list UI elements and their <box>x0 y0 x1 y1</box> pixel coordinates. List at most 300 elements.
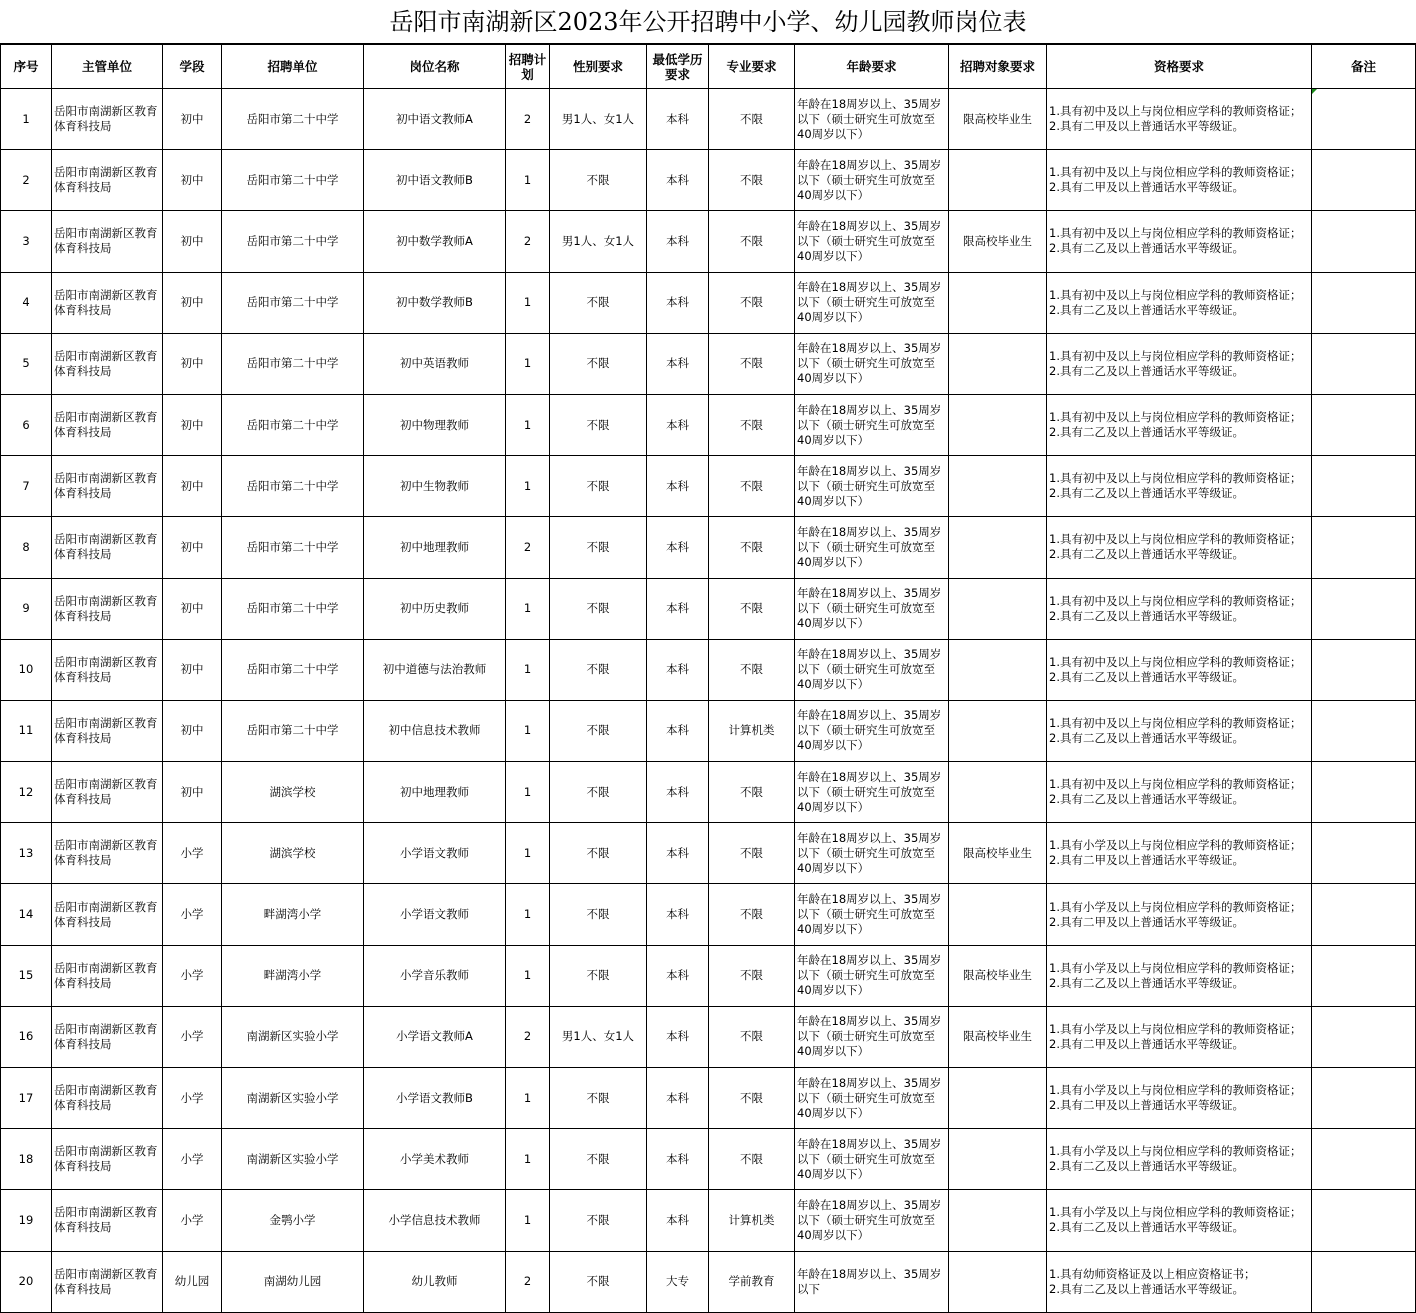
cell-major: 学前教育 <box>709 1251 795 1312</box>
qual-line-1: 1.具有初中及以上与岗位相应学科的教师资格证； <box>1049 532 1302 547</box>
cell-plan: 1 <box>506 1068 550 1129</box>
header-dept: 主管单位 <box>52 45 163 89</box>
cell-stage: 初中 <box>163 89 222 150</box>
cell-target: 限高校毕业生 <box>949 89 1047 150</box>
cell-target <box>949 1190 1047 1251</box>
cell-stage: 幼儿园 <box>163 1251 222 1312</box>
cell-post: 初中道德与法治教师 <box>364 639 506 700</box>
cell-plan: 1 <box>506 700 550 761</box>
qual-line-2: 2.具有二乙及以上普通话水平等级证。 <box>1049 1220 1244 1235</box>
qual-line-2: 2.具有二乙及以上普通话水平等级证。 <box>1049 547 1244 562</box>
cell-no: 20 <box>1 1251 52 1312</box>
cell-plan: 1 <box>506 456 550 517</box>
cell-note <box>1312 517 1416 578</box>
table-row <box>1 945 1416 1006</box>
cell-qual <box>1047 823 1312 884</box>
table-row <box>1 1006 1416 1067</box>
cell-qual <box>1047 578 1312 639</box>
cell-stage: 初中 <box>163 150 222 211</box>
cell-plan: 2 <box>506 211 550 272</box>
cell-age: 年龄在18周岁以上、35周岁以下（硕士研究生可放宽至40周岁以下） <box>795 517 949 578</box>
cell-post: 初中物理教师 <box>364 394 506 455</box>
cell-note <box>1312 1006 1416 1067</box>
cell-edu: 本科 <box>647 700 709 761</box>
cell-no: 13 <box>1 823 52 884</box>
cell-plan: 2 <box>506 1006 550 1067</box>
cell-note <box>1312 211 1416 272</box>
header-note: 备注 <box>1312 45 1416 89</box>
cell-target <box>949 517 1047 578</box>
cell-stage: 小学 <box>163 1129 222 1190</box>
cell-note <box>1312 884 1416 945</box>
cell-gender: 不限 <box>550 884 647 945</box>
cell-dept: 岳阳市南湖新区教育体育科技局 <box>52 1006 163 1067</box>
cell-major: 不限 <box>709 945 795 1006</box>
cell-target <box>949 272 1047 333</box>
qual-line-2: 2.具有二乙及以上普通话水平等级证。 <box>1049 241 1244 256</box>
cell-age: 年龄在18周岁以上、35周岁以下 <box>795 1251 949 1312</box>
cell-unit: 南湖新区实验小学 <box>222 1006 364 1067</box>
cell-post: 初中信息技术教师 <box>364 700 506 761</box>
cell-edu: 本科 <box>647 333 709 394</box>
page-title: 岳阳市南湖新区2023年公开招聘中小学、幼儿园教师岗位表 <box>0 0 1416 44</box>
qual-line-2: 2.具有二甲及以上普通话水平等级证。 <box>1049 914 1244 929</box>
cell-dept: 岳阳市南湖新区教育体育科技局 <box>52 945 163 1006</box>
cell-edu: 本科 <box>647 89 709 150</box>
cell-age: 年龄在18周岁以上、35周岁以下（硕士研究生可放宽至40周岁以下） <box>795 945 949 1006</box>
cell-gender: 男1人、女1人 <box>550 211 647 272</box>
cell-note <box>1312 1129 1416 1190</box>
table-row <box>1 211 1416 272</box>
cell-major: 不限 <box>709 89 795 150</box>
cell-target <box>949 639 1047 700</box>
table-row <box>1 1251 1416 1312</box>
cell-note <box>1312 945 1416 1006</box>
cell-post: 幼儿教师 <box>364 1251 506 1312</box>
cell-no: 8 <box>1 517 52 578</box>
cell-dept: 岳阳市南湖新区教育体育科技局 <box>52 700 163 761</box>
cell-no: 17 <box>1 1068 52 1129</box>
table-body <box>1 89 1416 1313</box>
cell-unit: 岳阳市第二十中学 <box>222 211 364 272</box>
cell-unit: 岳阳市第二十中学 <box>222 578 364 639</box>
cell-target: 限高校毕业生 <box>949 211 1047 272</box>
qual-line-2: 2.具有二乙及以上普通话水平等级证。 <box>1049 302 1244 317</box>
cell-unit: 岳阳市第二十中学 <box>222 272 364 333</box>
cell-note <box>1312 456 1416 517</box>
cell-unit: 岳阳市第二十中学 <box>222 639 364 700</box>
cell-note <box>1312 1190 1416 1251</box>
cell-dept: 岳阳市南湖新区教育体育科技局 <box>52 394 163 455</box>
qual-line-1: 1.具有初中及以上与岗位相应学科的教师资格证； <box>1049 226 1302 241</box>
cell-post: 初中数学教师B <box>364 272 506 333</box>
cell-major: 不限 <box>709 578 795 639</box>
header-row <box>1 45 1416 89</box>
cell-dept: 岳阳市南湖新区教育体育科技局 <box>52 1190 163 1251</box>
qual-line-2: 2.具有二甲及以上普通话水平等级证。 <box>1049 853 1244 868</box>
cell-note <box>1312 1251 1416 1312</box>
cell-note <box>1312 700 1416 761</box>
cell-post: 初中地理教师 <box>364 762 506 823</box>
cell-edu: 本科 <box>647 1068 709 1129</box>
cell-qual <box>1047 1129 1312 1190</box>
cell-dept: 岳阳市南湖新区教育体育科技局 <box>52 578 163 639</box>
cell-gender: 不限 <box>550 1129 647 1190</box>
cell-edu: 本科 <box>647 456 709 517</box>
cell-stage: 初中 <box>163 700 222 761</box>
cell-qual <box>1047 150 1312 211</box>
cell-qual <box>1047 394 1312 455</box>
qual-line-1: 1.具有小学及以上与岗位相应学科的教师资格证； <box>1049 838 1302 853</box>
qual-line-1: 1.具有小学及以上与岗位相应学科的教师资格证； <box>1049 1021 1302 1036</box>
cell-target <box>949 700 1047 761</box>
cell-edu: 本科 <box>647 884 709 945</box>
cell-target <box>949 456 1047 517</box>
qual-line-1: 1.具有小学及以上与岗位相应学科的教师资格证； <box>1049 1083 1302 1098</box>
qual-line-2: 2.具有二乙及以上普通话水平等级证。 <box>1049 669 1244 684</box>
cell-dept: 岳阳市南湖新区教育体育科技局 <box>52 823 163 884</box>
header-qual: 资格要求 <box>1047 45 1312 89</box>
cell-post: 初中生物教师 <box>364 456 506 517</box>
table-row <box>1 272 1416 333</box>
cell-plan: 1 <box>506 333 550 394</box>
cell-note <box>1312 1068 1416 1129</box>
cell-stage: 小学 <box>163 945 222 1006</box>
cell-note <box>1312 762 1416 823</box>
cell-no: 9 <box>1 578 52 639</box>
table-row <box>1 456 1416 517</box>
qual-line-2: 2.具有二甲及以上普通话水平等级证。 <box>1049 1036 1244 1051</box>
cell-gender: 不限 <box>550 762 647 823</box>
cell-plan: 1 <box>506 639 550 700</box>
cell-gender: 不限 <box>550 517 647 578</box>
cell-plan: 1 <box>506 884 550 945</box>
cell-gender: 不限 <box>550 1068 647 1129</box>
table-row <box>1 884 1416 945</box>
cell-age: 年龄在18周岁以上、35周岁以下（硕士研究生可放宽至40周岁以下） <box>795 1190 949 1251</box>
cell-stage: 小学 <box>163 1068 222 1129</box>
qual-line-2: 2.具有二乙及以上普通话水平等级证。 <box>1049 363 1244 378</box>
cell-edu: 本科 <box>647 1129 709 1190</box>
cell-note <box>1312 333 1416 394</box>
cell-no: 2 <box>1 150 52 211</box>
cell-age: 年龄在18周岁以上、35周岁以下（硕士研究生可放宽至40周岁以下） <box>795 89 949 150</box>
cell-note <box>1312 823 1416 884</box>
cell-unit: 湖滨学校 <box>222 823 364 884</box>
qual-line-2: 2.具有二甲及以上普通话水平等级证。 <box>1049 1098 1244 1113</box>
cell-edu: 本科 <box>647 272 709 333</box>
cell-target: 限高校毕业生 <box>949 945 1047 1006</box>
qual-line-1: 1.具有初中及以上与岗位相应学科的教师资格证； <box>1049 287 1302 302</box>
cell-unit: 南湖新区实验小学 <box>222 1129 364 1190</box>
cell-gender: 不限 <box>550 700 647 761</box>
header-major: 专业要求 <box>709 45 795 89</box>
table-row <box>1 823 1416 884</box>
cell-dept: 岳阳市南湖新区教育体育科技局 <box>52 1068 163 1129</box>
cell-unit: 岳阳市第二十中学 <box>222 517 364 578</box>
cell-edu: 本科 <box>647 762 709 823</box>
cell-plan: 1 <box>506 823 550 884</box>
cell-edu: 本科 <box>647 1006 709 1067</box>
cell-major: 不限 <box>709 1129 795 1190</box>
cell-major: 计算机类 <box>709 1190 795 1251</box>
header-no: 序号 <box>1 45 52 89</box>
cell-age: 年龄在18周岁以上、35周岁以下（硕士研究生可放宽至40周岁以下） <box>795 1068 949 1129</box>
cell-stage: 小学 <box>163 1190 222 1251</box>
cell-major: 不限 <box>709 150 795 211</box>
cell-gender: 不限 <box>550 394 647 455</box>
cell-post: 小学语文教师A <box>364 1006 506 1067</box>
cell-major: 不限 <box>709 211 795 272</box>
cell-post: 小学语文教师B <box>364 1068 506 1129</box>
table-row <box>1 700 1416 761</box>
qual-line-1: 1.具有小学及以上与岗位相应学科的教师资格证； <box>1049 1144 1302 1159</box>
header-age: 年龄要求 <box>795 45 949 89</box>
cell-no: 1 <box>1 89 52 150</box>
cell-plan: 1 <box>506 150 550 211</box>
cell-stage: 初中 <box>163 762 222 823</box>
cell-no: 14 <box>1 884 52 945</box>
qual-line-1: 1.具有初中及以上与岗位相应学科的教师资格证； <box>1049 593 1302 608</box>
cell-no: 5 <box>1 333 52 394</box>
cell-age: 年龄在18周岁以上、35周岁以下（硕士研究生可放宽至40周岁以下） <box>795 272 949 333</box>
cell-post: 小学音乐教师 <box>364 945 506 1006</box>
cell-unit: 岳阳市第二十中学 <box>222 700 364 761</box>
cell-plan: 1 <box>506 1190 550 1251</box>
cell-dept: 岳阳市南湖新区教育体育科技局 <box>52 456 163 517</box>
table-row <box>1 1068 1416 1129</box>
table-row <box>1 150 1416 211</box>
cell-plan: 1 <box>506 1129 550 1190</box>
cell-target <box>949 333 1047 394</box>
table-row <box>1 394 1416 455</box>
cell-dept: 岳阳市南湖新区教育体育科技局 <box>52 272 163 333</box>
cell-post: 初中语文教师B <box>364 150 506 211</box>
cell-qual <box>1047 639 1312 700</box>
cell-post: 初中英语教师 <box>364 333 506 394</box>
cell-gender: 不限 <box>550 1190 647 1251</box>
cell-gender: 不限 <box>550 150 647 211</box>
cell-gender: 不限 <box>550 823 647 884</box>
cell-gender: 不限 <box>550 333 647 394</box>
cell-gender: 不限 <box>550 578 647 639</box>
cell-major: 不限 <box>709 1006 795 1067</box>
qual-line-1: 1.具有小学及以上与岗位相应学科的教师资格证； <box>1049 960 1302 975</box>
cell-unit: 岳阳市第二十中学 <box>222 333 364 394</box>
qual-line-1: 1.具有初中及以上与岗位相应学科的教师资格证； <box>1049 410 1302 425</box>
cell-edu: 本科 <box>647 639 709 700</box>
cell-unit: 金鹗小学 <box>222 1190 364 1251</box>
cell-post: 小学语文教师 <box>364 823 506 884</box>
cell-major: 不限 <box>709 272 795 333</box>
cell-target <box>949 1251 1047 1312</box>
cell-plan: 2 <box>506 1251 550 1312</box>
cell-dept: 岳阳市南湖新区教育体育科技局 <box>52 150 163 211</box>
cell-qual <box>1047 89 1312 150</box>
cell-qual <box>1047 884 1312 945</box>
cell-unit: 畔湖湾小学 <box>222 884 364 945</box>
qual-line-1: 1.具有初中及以上与岗位相应学科的教师资格证； <box>1049 715 1302 730</box>
cell-post: 初中语文教师A <box>364 89 506 150</box>
table-row <box>1 333 1416 394</box>
qual-line-2: 2.具有二乙及以上普通话水平等级证。 <box>1049 486 1244 501</box>
cell-plan: 1 <box>506 945 550 1006</box>
cell-age: 年龄在18周岁以上、35周岁以下（硕士研究生可放宽至40周岁以下） <box>795 578 949 639</box>
cell-stage: 初中 <box>163 578 222 639</box>
table-row <box>1 762 1416 823</box>
cell-target <box>949 150 1047 211</box>
cell-no: 4 <box>1 272 52 333</box>
cell-edu: 大专 <box>647 1251 709 1312</box>
cell-target <box>949 394 1047 455</box>
cell-stage: 初中 <box>163 394 222 455</box>
cell-stage: 初中 <box>163 211 222 272</box>
qual-line-2: 2.具有二乙及以上普通话水平等级证。 <box>1049 730 1244 745</box>
cell-no: 16 <box>1 1006 52 1067</box>
cell-stage: 初中 <box>163 639 222 700</box>
cell-major: 不限 <box>709 517 795 578</box>
cell-unit: 南湖新区实验小学 <box>222 1068 364 1129</box>
cell-post: 初中数学教师A <box>364 211 506 272</box>
cell-age: 年龄在18周岁以上、35周岁以下（硕士研究生可放宽至40周岁以下） <box>795 211 949 272</box>
qual-line-2: 2.具有二乙及以上普通话水平等级证。 <box>1049 608 1244 623</box>
cell-age: 年龄在18周岁以上、35周岁以下（硕士研究生可放宽至40周岁以下） <box>795 762 949 823</box>
cell-target <box>949 1068 1047 1129</box>
cell-target: 限高校毕业生 <box>949 1006 1047 1067</box>
cell-plan: 2 <box>506 89 550 150</box>
cell-dept: 岳阳市南湖新区教育体育科技局 <box>52 89 163 150</box>
cell-stage: 初中 <box>163 272 222 333</box>
cell-major: 不限 <box>709 762 795 823</box>
cell-age: 年龄在18周岁以上、35周岁以下（硕士研究生可放宽至40周岁以下） <box>795 456 949 517</box>
qual-line-1: 1.具有初中及以上与岗位相应学科的教师资格证； <box>1049 104 1302 119</box>
cell-unit: 畔湖湾小学 <box>222 945 364 1006</box>
cell-major: 不限 <box>709 333 795 394</box>
cell-major: 不限 <box>709 823 795 884</box>
cell-stage: 初中 <box>163 456 222 517</box>
qual-line-1: 1.具有初中及以上与岗位相应学科的教师资格证； <box>1049 348 1302 363</box>
qual-line-1: 1.具有初中及以上与岗位相应学科的教师资格证； <box>1049 654 1302 669</box>
cell-dept: 岳阳市南湖新区教育体育科技局 <box>52 884 163 945</box>
cell-qual <box>1047 333 1312 394</box>
cell-target <box>949 1129 1047 1190</box>
cell-gender: 不限 <box>550 945 647 1006</box>
cell-target <box>949 762 1047 823</box>
cell-qual <box>1047 700 1312 761</box>
header-target: 招聘对象要求 <box>949 45 1047 89</box>
cell-no: 18 <box>1 1129 52 1190</box>
cell-note <box>1312 394 1416 455</box>
cell-age: 年龄在18周岁以上、35周岁以下（硕士研究生可放宽至40周岁以下） <box>795 1129 949 1190</box>
header-edu: 最低学历要求 <box>647 45 709 89</box>
cell-post: 小学信息技术教师 <box>364 1190 506 1251</box>
cell-qual <box>1047 1190 1312 1251</box>
cell-plan: 1 <box>506 578 550 639</box>
cell-dept: 岳阳市南湖新区教育体育科技局 <box>52 517 163 578</box>
cell-no: 3 <box>1 211 52 272</box>
cell-edu: 本科 <box>647 394 709 455</box>
cell-edu: 本科 <box>647 823 709 884</box>
cell-comment-marker <box>1312 89 1317 94</box>
qual-line-2: 2.具有二乙及以上普通话水平等级证。 <box>1049 975 1244 990</box>
cell-unit: 岳阳市第二十中学 <box>222 394 364 455</box>
cell-edu: 本科 <box>647 150 709 211</box>
cell-gender: 不限 <box>550 639 647 700</box>
qual-line-2: 2.具有二甲及以上普通话水平等级证。 <box>1049 180 1244 195</box>
cell-unit: 岳阳市第二十中学 <box>222 456 364 517</box>
cell-age: 年龄在18周岁以上、35周岁以下（硕士研究生可放宽至40周岁以下） <box>795 394 949 455</box>
qual-line-1: 1.具有幼师资格证及以上相应资格证书； <box>1049 1266 1256 1281</box>
cell-target <box>949 884 1047 945</box>
cell-age: 年龄在18周岁以上、35周岁以下（硕士研究生可放宽至40周岁以下） <box>795 333 949 394</box>
cell-major: 不限 <box>709 884 795 945</box>
cell-dept: 岳阳市南湖新区教育体育科技局 <box>52 639 163 700</box>
qual-line-2: 2.具有二乙及以上普通话水平等级证。 <box>1049 425 1244 440</box>
cell-dept: 岳阳市南湖新区教育体育科技局 <box>52 762 163 823</box>
cell-post: 小学美术教师 <box>364 1129 506 1190</box>
cell-target: 限高校毕业生 <box>949 823 1047 884</box>
header-unit: 招聘单位 <box>222 45 364 89</box>
cell-gender: 不限 <box>550 272 647 333</box>
qual-line-1: 1.具有小学及以上与岗位相应学科的教师资格证； <box>1049 899 1302 914</box>
cell-edu: 本科 <box>647 945 709 1006</box>
cell-qual <box>1047 517 1312 578</box>
cell-no: 10 <box>1 639 52 700</box>
cell-unit: 岳阳市第二十中学 <box>222 150 364 211</box>
cell-dept: 岳阳市南湖新区教育体育科技局 <box>52 1129 163 1190</box>
cell-stage: 初中 <box>163 517 222 578</box>
qual-line-1: 1.具有初中及以上与岗位相应学科的教师资格证； <box>1049 165 1302 180</box>
cell-age: 年龄在18周岁以上、35周岁以下（硕士研究生可放宽至40周岁以下） <box>795 639 949 700</box>
cell-age: 年龄在18周岁以上、35周岁以下（硕士研究生可放宽至40周岁以下） <box>795 150 949 211</box>
cell-target <box>949 578 1047 639</box>
cell-note <box>1312 272 1416 333</box>
table-row <box>1 1129 1416 1190</box>
cell-no: 15 <box>1 945 52 1006</box>
qual-line-1: 1.具有小学及以上与岗位相应学科的教师资格证； <box>1049 1205 1302 1220</box>
cell-qual <box>1047 1006 1312 1067</box>
cell-unit: 岳阳市第二十中学 <box>222 89 364 150</box>
table-row <box>1 578 1416 639</box>
cell-stage: 初中 <box>163 333 222 394</box>
qual-line-2: 2.具有二甲及以上普通话水平等级证。 <box>1049 119 1244 134</box>
cell-major: 不限 <box>709 456 795 517</box>
cell-major: 不限 <box>709 639 795 700</box>
cell-post: 小学语文教师 <box>364 884 506 945</box>
cell-qual <box>1047 456 1312 517</box>
cell-post: 初中地理教师 <box>364 517 506 578</box>
header-post: 岗位名称 <box>364 45 506 89</box>
cell-qual <box>1047 945 1312 1006</box>
cell-qual <box>1047 1068 1312 1129</box>
cell-no: 6 <box>1 394 52 455</box>
cell-major: 不限 <box>709 394 795 455</box>
header-plan: 招聘计划 <box>506 45 550 89</box>
recruitment-table <box>0 44 1416 1313</box>
cell-dept: 岳阳市南湖新区教育体育科技局 <box>52 1251 163 1312</box>
qual-line-1: 1.具有初中及以上与岗位相应学科的教师资格证； <box>1049 471 1302 486</box>
cell-dept: 岳阳市南湖新区教育体育科技局 <box>52 333 163 394</box>
cell-note <box>1312 89 1416 150</box>
table-row <box>1 1190 1416 1251</box>
cell-no: 12 <box>1 762 52 823</box>
cell-plan: 1 <box>506 272 550 333</box>
cell-qual <box>1047 211 1312 272</box>
table-row <box>1 517 1416 578</box>
table-row <box>1 639 1416 700</box>
qual-line-2: 2.具有二乙及以上普通话水平等级证。 <box>1049 792 1244 807</box>
cell-note <box>1312 639 1416 700</box>
